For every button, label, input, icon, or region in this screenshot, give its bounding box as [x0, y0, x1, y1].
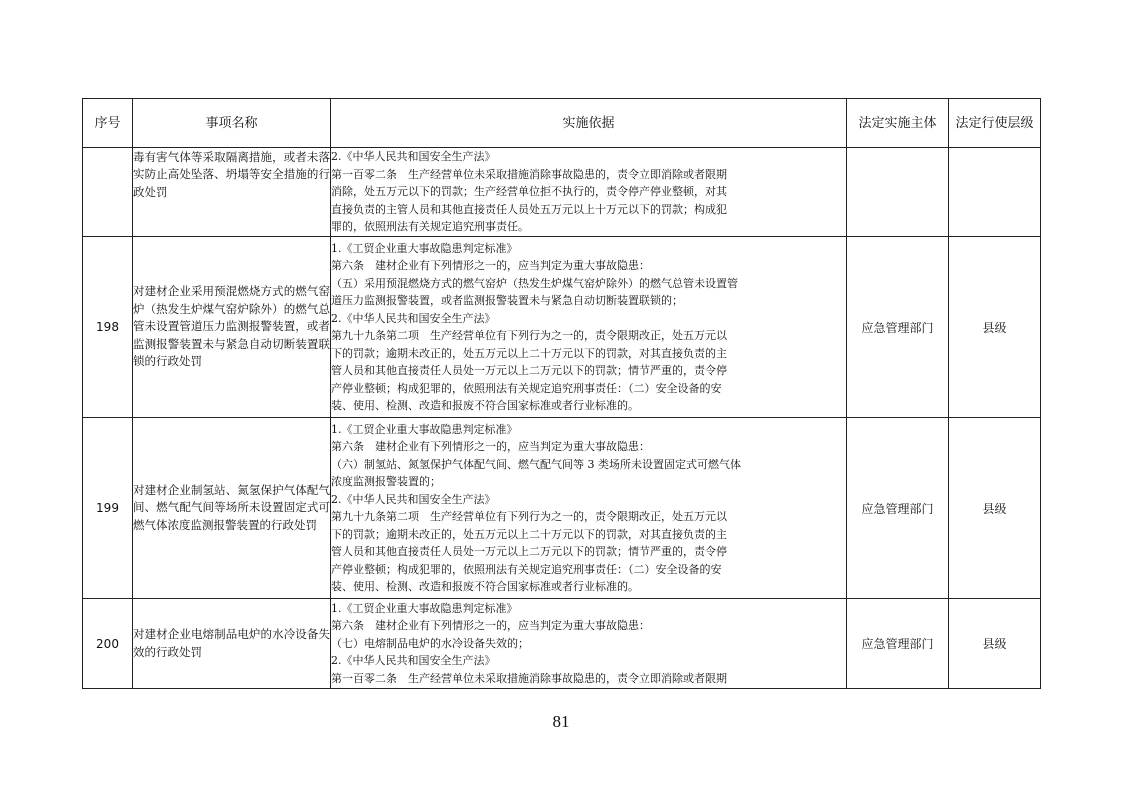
header-item-name: 事项名称 — [133, 99, 331, 148]
row-exercise-level: 县级 — [949, 237, 1041, 418]
basis-line: 产停业整顿；构成犯罪的，依照刑法有关规定追究刑事责任：（二）安全设备的安 — [331, 381, 722, 395]
basis-line: 管人员和其他直接责任人员处一万元以上二万元以下的罚款；情节严重的，责令停 — [331, 545, 727, 558]
basis-line: 第九十九条第二项 生产经营单位有下列行为之一的，责令限期改正，处五万元以 — [331, 329, 727, 342]
table-row — [83, 148, 1041, 237]
header-legal-basis: 实施依据 — [331, 99, 847, 148]
table-row — [83, 599, 1041, 689]
header-exercise-level: 法定行使层级 — [949, 99, 1041, 148]
basis-line: 第六条 建材企业有下列情形之一的，应当判定为重大事故隐患： — [331, 440, 650, 453]
row-legal-basis — [331, 599, 847, 689]
row-legal-basis — [331, 148, 847, 237]
basis-line: 第六条 建材企业有下列情形之一的，应当判定为重大事故隐患： — [331, 619, 650, 633]
row-exercise-level: 县级 — [949, 599, 1041, 689]
row-implementing-body: 应急管理部门 — [847, 237, 949, 418]
regulation-table — [82, 98, 1041, 689]
basis-line: 第九十九条第二项 生产经营单位有下列行为之一的，责令限期改正，处五万元以 — [331, 510, 727, 523]
row-item-name: 毒有害气体等采取隔离措施，或者未落实防止高处坠落、坍塌等安全措施的行政处罚 — [133, 148, 331, 237]
basis-line: 2.《中华人民共和国安全生产法》 — [331, 492, 496, 506]
basis-line: 产停业整顿；构成犯罪的，依照刑法有关规定追究刑事责任：（二）安全设备的安 — [331, 562, 722, 576]
row-legal-basis — [331, 418, 847, 599]
header-implementing-body: 法定实施主体 — [847, 99, 949, 148]
row-exercise-level — [949, 148, 1041, 237]
page-number: 81 — [552, 712, 570, 731]
row-item-name: 对建材企业电熔制品电炉的水冷设备失效的行政处罚 — [133, 599, 331, 689]
basis-line: 2.《中华人民共和国安全生产法》 — [331, 311, 496, 325]
row-legal-basis — [331, 237, 847, 418]
basis-line: 罪的，依照刑法有关规定追究刑事责任。 — [331, 220, 529, 234]
row-implementing-body: 应急管理部门 — [847, 418, 949, 599]
basis-line: （六）制氢站、氮氢保护气体配气间、燃气配气间等 3 类场所未设置固定式可燃气体 — [331, 457, 741, 471]
table-row — [83, 237, 1041, 418]
row-item-name: 对建材企业采用预混燃烧方式的燃气窑炉（热发生炉煤气窑炉除外）的燃气总管未设置管道压力监测报警装置，或者监测报警装置未与紧急自动切断装置联锁的行政处罚 — [133, 237, 331, 418]
row-implementing-body — [847, 148, 949, 237]
row-implementing-body: 应急管理部门 — [847, 599, 949, 689]
basis-line: 下的罚款；逾期未改正的，处五万元以上二十万元以下的罚款，对其直接负责的主 — [331, 527, 727, 541]
basis-line: 1.《工贸企业重大事故隐患判定标准》 — [331, 422, 518, 436]
basis-line: 直接负责的主管人员和其他直接责任人员处五万元以上十万元以下的罚款；构成犯 — [331, 202, 727, 216]
basis-line: （七）电熔制品电炉的水冷设备失效的； — [331, 636, 529, 650]
basis-line: 道压力监测报警装置，或者监测报警装置未与紧急自动切断装置联锁的； — [331, 294, 683, 307]
row-item-name: 对建材企业制氢站、氮氢保护气体配气间、燃气配气间等场所未设置固定式可燃气体浓度监测报警装置的行政处罚 — [133, 418, 331, 599]
row-number — [83, 148, 133, 237]
basis-line: 第一百零二条 生产经营单位未采取措施消除事故隐患的，责令立即消除或者限期 — [331, 167, 727, 181]
basis-line: 消除，处五万元以下的罚款；生产经营单位拒不执行的，责令停产停业整顿，对其 — [331, 185, 727, 199]
basis-line: 第六条 建材企业有下列情形之一的，应当判定为重大事故隐患： — [331, 259, 650, 272]
header-serial-number: 序号 — [83, 99, 133, 148]
basis-line: 2.《中华人民共和国安全生产法》 — [331, 654, 496, 668]
basis-line: 1.《工贸企业重大事故隐患判定标准》 — [331, 601, 518, 615]
basis-line: 第一百零二条 生产经营单位未采取措施消除事故隐患的，责令立即消除或者限期 — [331, 671, 727, 685]
table-row — [83, 418, 1041, 599]
basis-line: 装、使用、检测、改造和报废不符合国家标准或者行业标准的。 — [331, 399, 639, 412]
basis-line: 下的罚款；逾期未改正的，处五万元以上二十万元以下的罚款，对其直接负责的主 — [331, 346, 727, 360]
row-number: 198 — [83, 237, 133, 418]
basis-line: 1.《工贸企业重大事故隐患判定标准》 — [331, 241, 518, 255]
basis-line: （五）采用预混燃烧方式的燃气窑炉（热发生炉煤气窑炉除外）的燃气总管未设置管 — [331, 276, 738, 290]
row-exercise-level: 县级 — [949, 418, 1041, 599]
basis-line: 浓度监测报警装置的； — [331, 475, 441, 488]
row-number: 199 — [83, 418, 133, 599]
basis-line: 2.《中华人民共和国安全生产法》 — [331, 150, 496, 164]
basis-line: 管人员和其他直接责任人员处一万元以上二万元以下的罚款；情节严重的，责令停 — [331, 364, 727, 377]
row-number: 200 — [83, 599, 133, 689]
table-header-row — [83, 99, 1041, 148]
basis-line: 装、使用、检测、改造和报废不符合国家标准或者行业标准的。 — [331, 580, 639, 593]
